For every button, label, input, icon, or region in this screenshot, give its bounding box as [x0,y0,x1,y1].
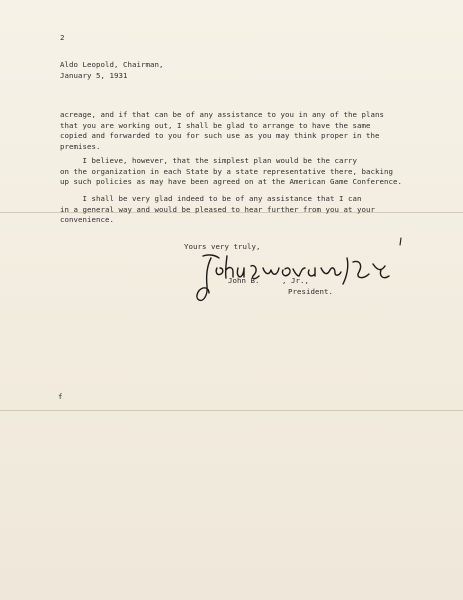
recipient-block [60,60,164,81]
paragraph-line: copied and forwarded to you for such use as you may think proper in the [60,131,380,141]
paragraph-line: I shall be very glad indeed to be of any assistance that I can [60,194,362,203]
paragraph-line: in a general way and would be pleased to hear further from you at your [60,204,375,214]
reference-initials: f [58,392,63,401]
paragraph-1 [60,110,384,152]
closing-line: Yours very truly, [184,242,261,251]
signature-tick-mark [398,237,404,247]
page-number: 2 [60,33,65,42]
paragraph-line: that you are working out, I shall be glad to arrange to have the same [60,120,371,130]
typed-name: John B. , Jr., [228,276,309,285]
paper-fold [0,410,463,411]
paragraph-line: convenience. [60,215,114,225]
paragraph-line: I believe, however, that the simplest plan would be the carry [60,156,357,165]
paragraph-line: up such policies as may have been agreed on at the American Game Conference. [60,177,402,187]
letter-date: January 5, 1931 [60,70,128,80]
recipient-name: Aldo Leopold, Chairman, [60,60,164,69]
paragraph-line: premises. [60,141,101,151]
typed-title: President. [288,287,333,296]
paragraph-3 [60,194,375,226]
paragraph-2 [60,156,402,188]
paragraph-line: acreage, and if that can be of any assistance to you in any of the plans [60,110,384,119]
paragraph-line: on the organization in each State by a state representative there, backing [60,166,393,176]
